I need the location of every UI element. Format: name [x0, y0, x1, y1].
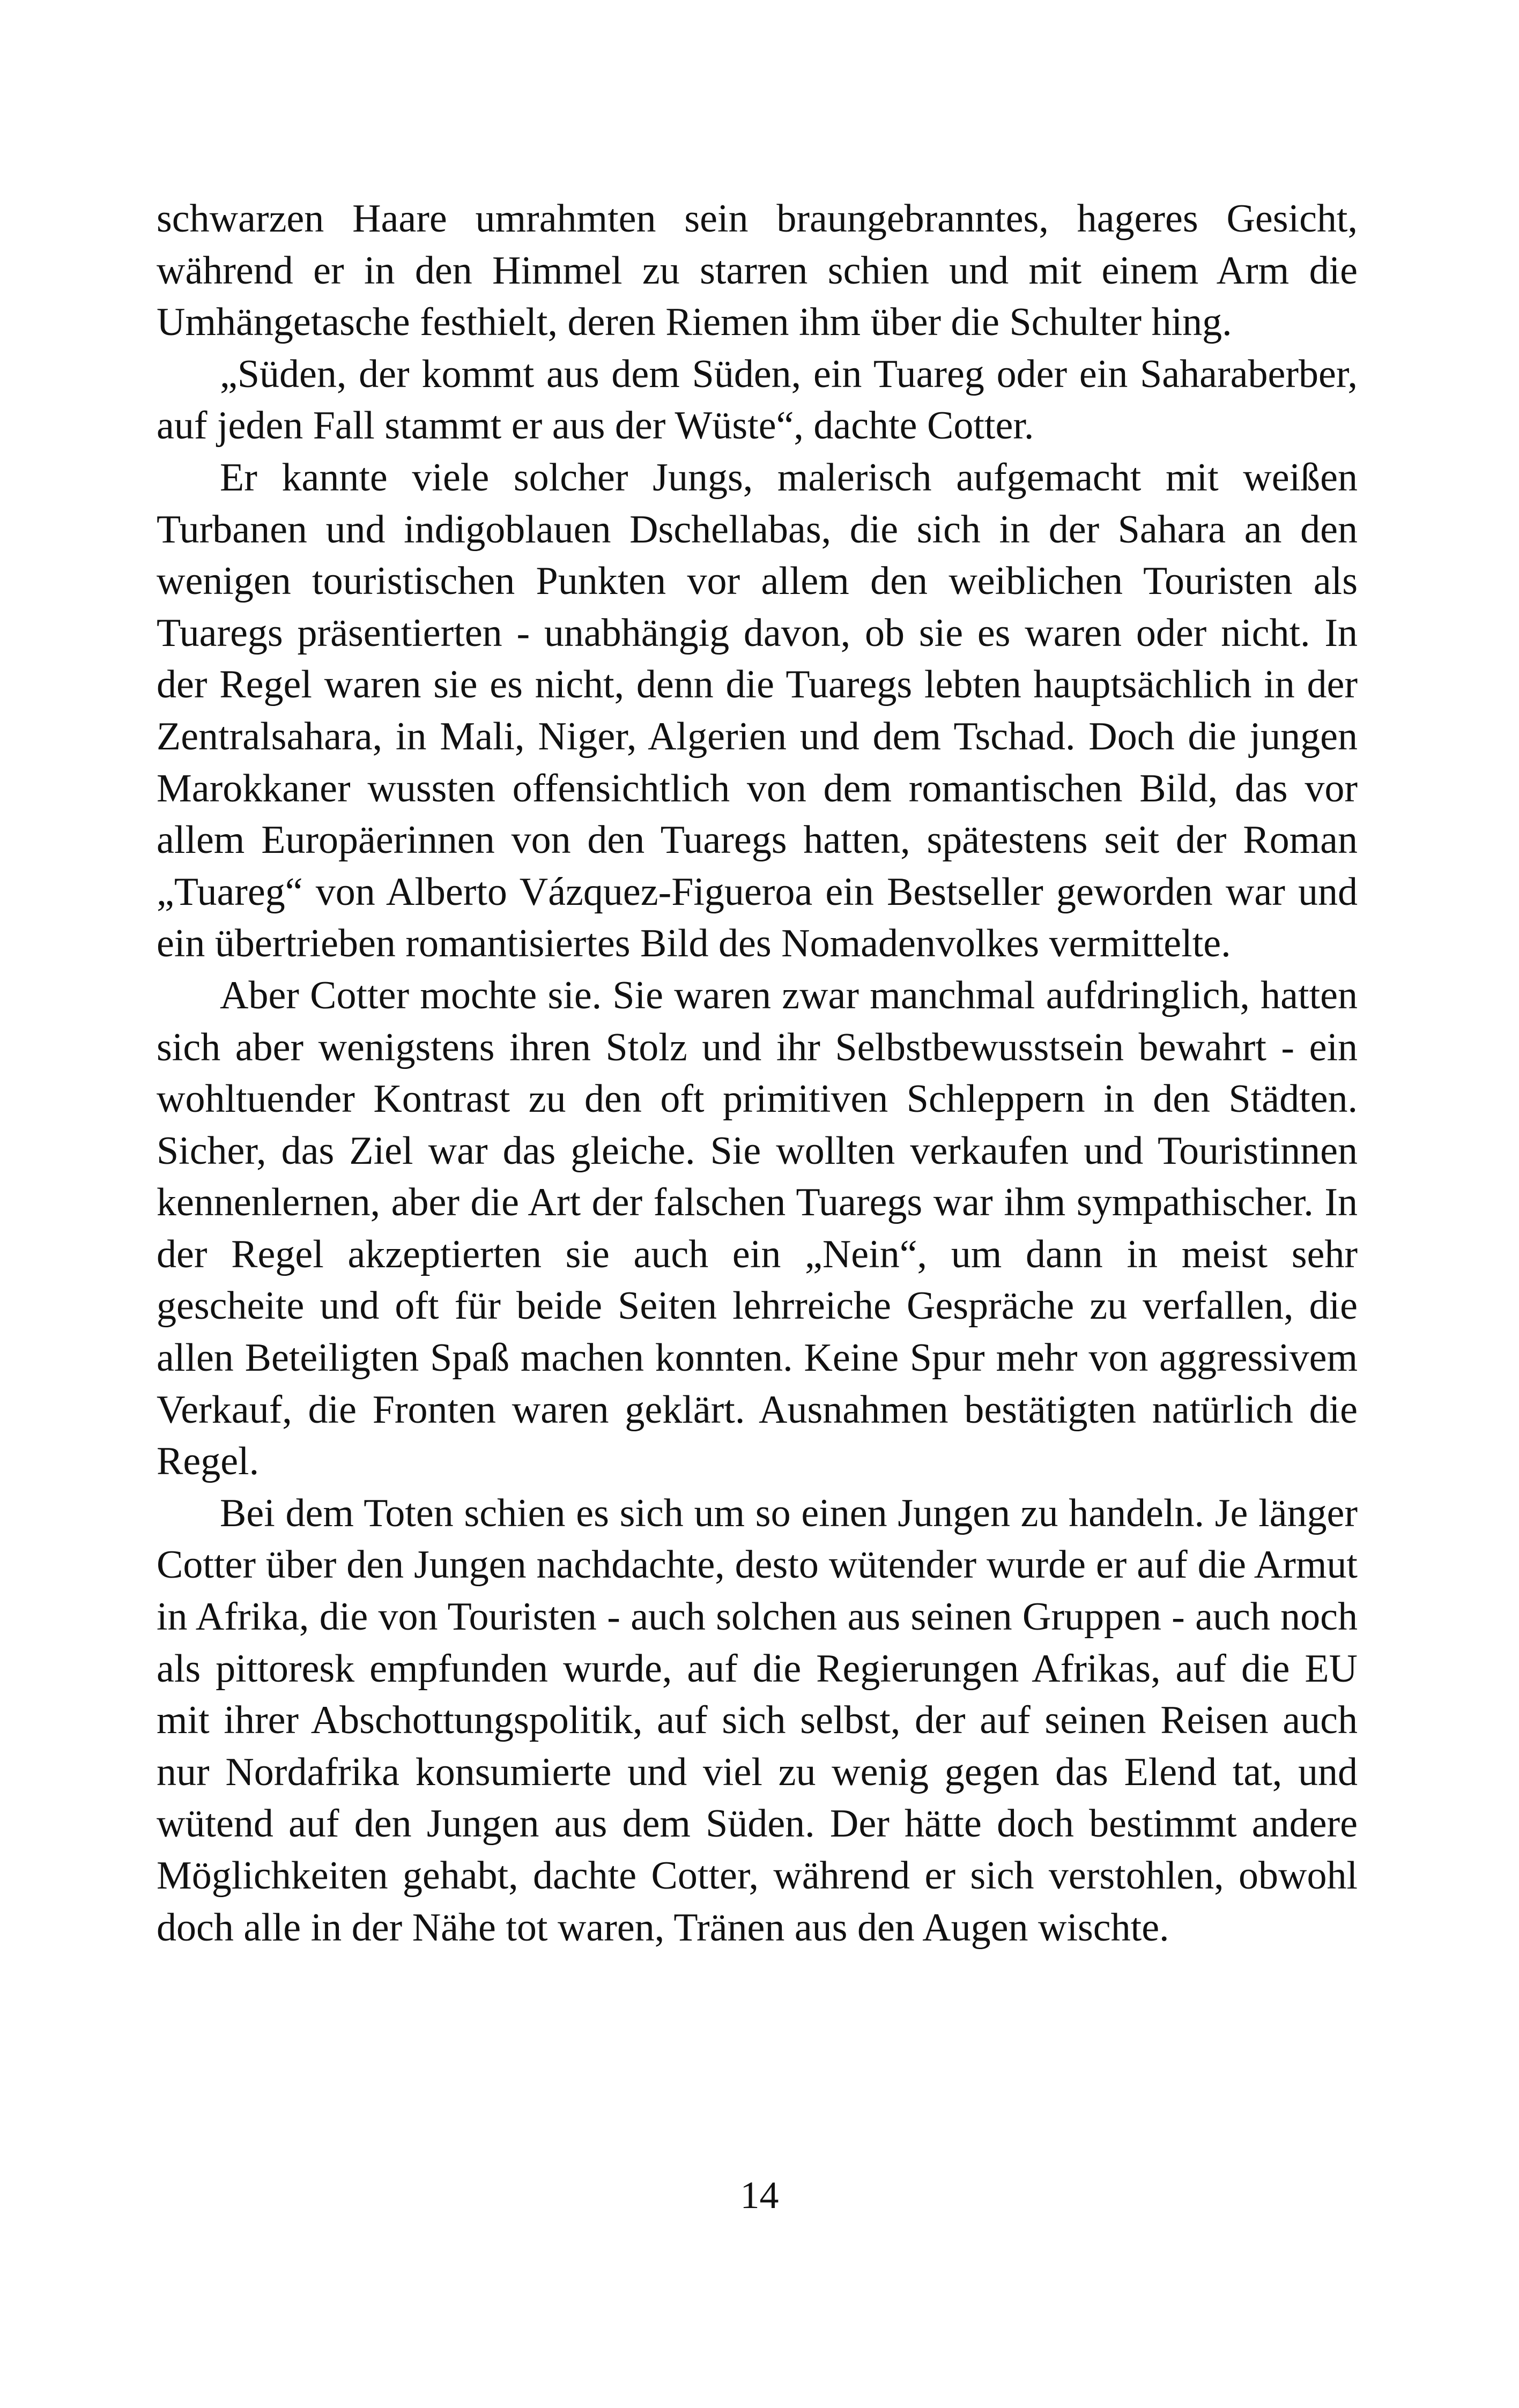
- book-page-text: [157, 193, 1358, 1953]
- page-number: 14: [740, 2174, 779, 2217]
- paragraph-5: Bei dem Toten schien es sich um so einen Jungen zu handeln. Je länger Cotter über den Jungen nachdachte, desto wütender wurde er auf die Armut in Afrika, die von Touristen - auch solchen aus seinen Gruppen - auch noch als pittoresk empfunden wurde, auf die Regierungen Afrikas, auf die EU mit ihrer Abschottungspolitik, auf sich selbst, der auf seinen Reisen auch nur Nordafrika konsumierte und viel zu wenig gegen das Elend tat, und wütend auf den Jungen aus dem Süden. Der hätte doch bestimmt andere Möglichkeiten gehabt, dachte Cotter, während er sich verstohlen, obwohl doch alle in der Nähe tot waren, Tränen aus den Augen wischte.: [157, 1491, 1358, 1950]
- paragraph-3: Er kannte viele solcher Jungs, malerisch aufgemacht mit weißen Turbanen und indigoblauen Dschellabas, die sich in der Sahara an den wenigen touristischen Punkten vor allem den weiblichen Touristen als Tuaregs präsentierten - unabhängig davon, ob sie es waren oder nicht. In der Regel waren sie es nicht, denn die Tuaregs lebten hauptsächlich in der Zentralsahara, in Mali, Niger, Algerien und dem Tschad. Doch die jungen Marokkaner wussten offensichtlich von dem romantischen Bild, das vor allem Europäerinnen von den Tuaregs hatten, spätestens seit der Roman „Tuareg“ von Alberto Vázquez-Figueroa ein Bestseller geworden war und ein übertrieben romantisiertes Bild des Nomadenvolkes vermittelte.: [157, 455, 1358, 966]
- paragraph-4: Aber Cotter mochte sie. Sie waren zwar manchmal aufdringlich, hatten sich aber wenigstens ihren Stolz und ihr Selbstbewusstsein bewahrt - ein wohltuender Kontrast zu den oft primitiven Schleppern in den Städten. Sicher, das Ziel war das gleiche. Sie wollten verkaufen und Touristinnen kennenlernen, aber die Art der falschen Tuaregs war ihm sympathischer. In der Regel akzeptierten sie auch ein „Nein“, um dann in meist sehr gescheite und oft für beide Seiten lehrreiche Gespräche zu verfallen, die allen Beteiligten Spaß machen konnten. Keine Spur mehr von aggressivem Verkauf, die Fronten waren geklärt. Ausnahmen bestätigten natürlich die Regel.: [157, 973, 1358, 1484]
- paragraph-1: schwarzen Haare umrahmten sein braungebranntes, hageres Gesicht, während er in den Himmel zu starren schien und mit einem Arm die Umhängetasche festhielt, deren Riemen ihm über die Schulter hing.: [157, 197, 1358, 345]
- paragraph-2: „Süden, der kommt aus dem Süden, ein Tuareg oder ein Saharaberber, auf jeden Fall stammt er aus der Wüste“, dachte Cotter.: [157, 352, 1358, 448]
